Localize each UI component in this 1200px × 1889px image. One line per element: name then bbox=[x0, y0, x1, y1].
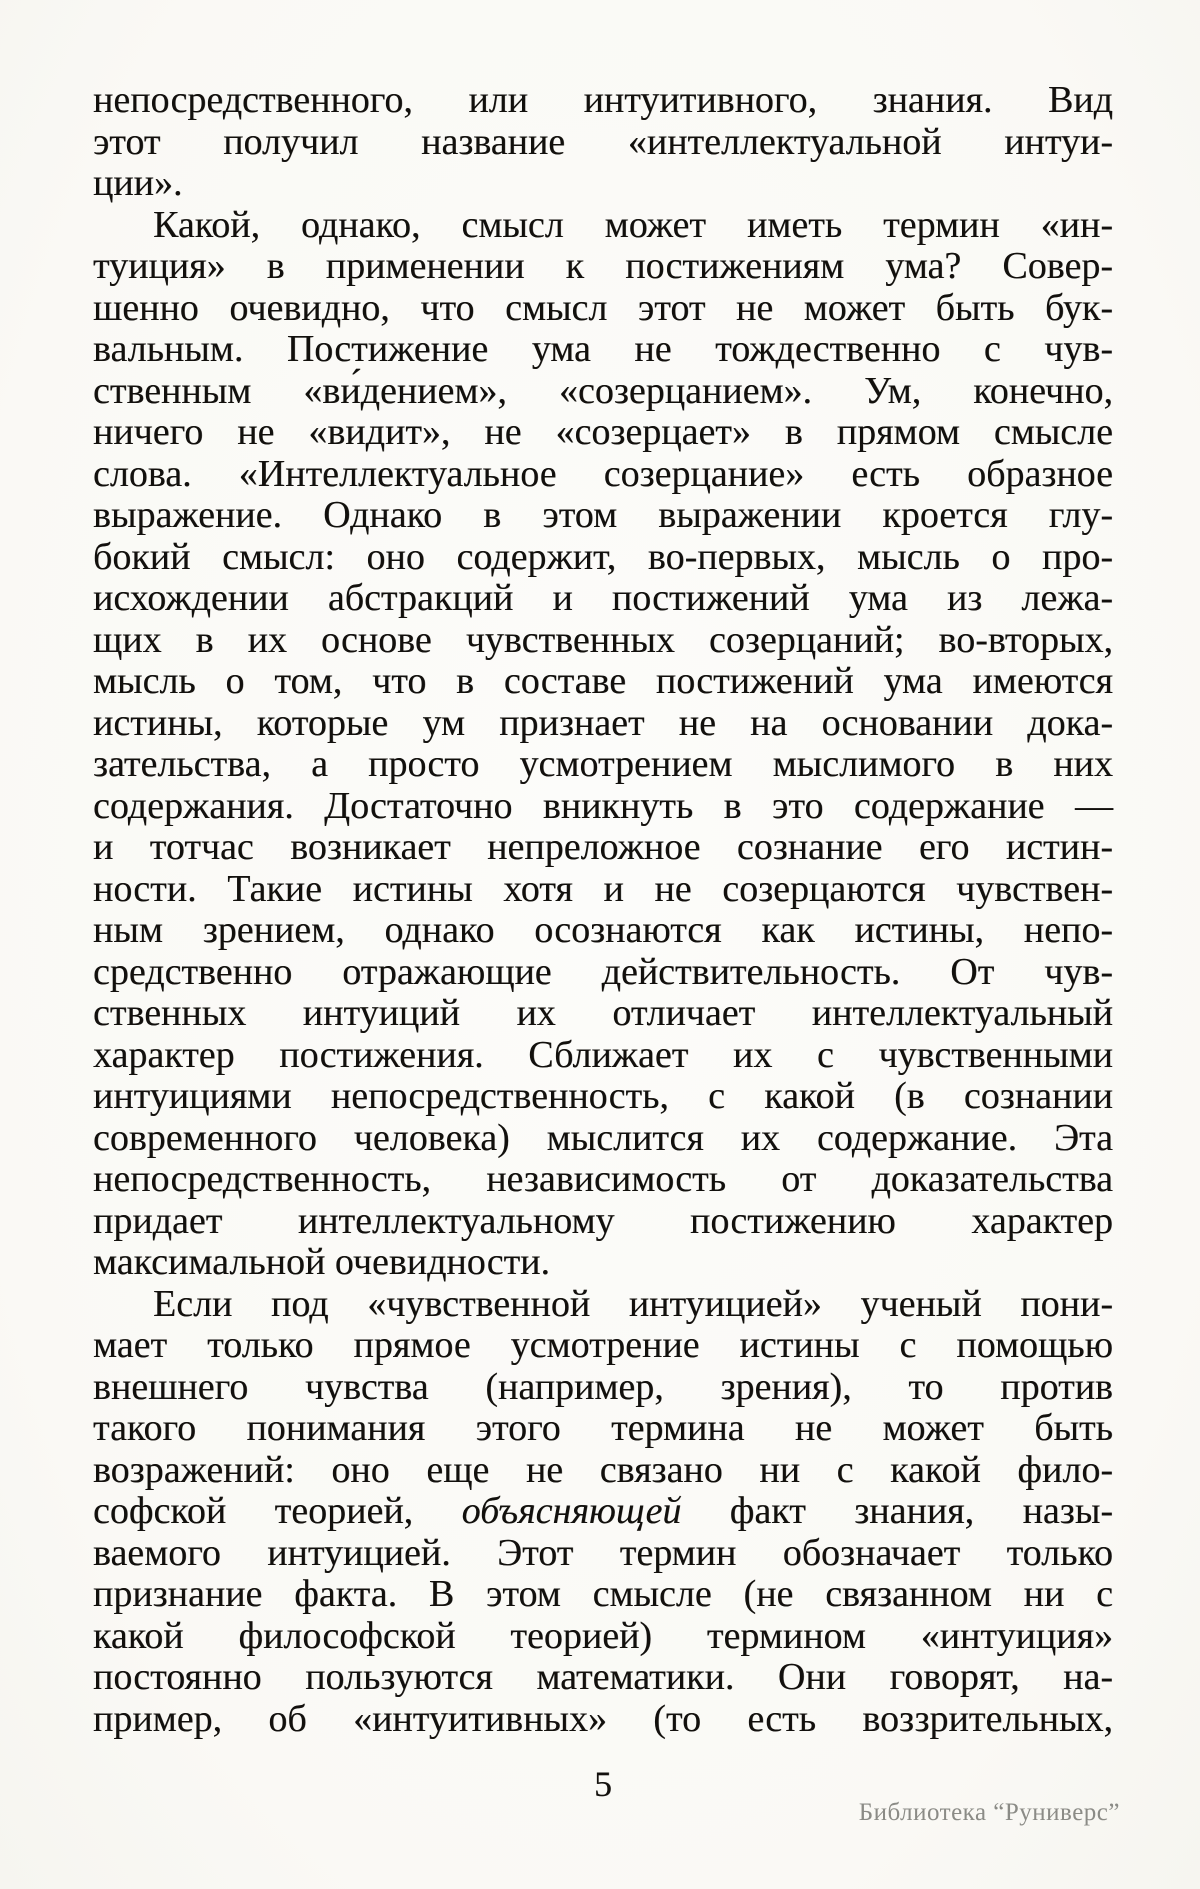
text-segment: придает интеллектуальному постижению характер bbox=[93, 1199, 1113, 1242]
text-line bbox=[93, 246, 1113, 288]
text-segment: исхождении абстракций и постижений ума из лежа- bbox=[93, 577, 1113, 619]
text-segment: бокий смысл: оно содержит, во-первых, мысль о про- bbox=[93, 535, 1113, 578]
text-line bbox=[93, 993, 1113, 1035]
text-segment: какой философской теорией) термином «интуиция» bbox=[93, 1614, 1113, 1657]
text-segment: шенно очевидно, что смысл этот не может быть бук- bbox=[93, 286, 1113, 329]
text-line bbox=[93, 1201, 1113, 1243]
text-line bbox=[93, 1367, 1113, 1409]
text-segment: факт знания, назы- bbox=[681, 1490, 1113, 1532]
text-segment: интуициями непосредственность, с какой (в сознании bbox=[93, 1075, 1113, 1117]
text-segment: Какой, однако, смысл может иметь термин «ин- bbox=[153, 203, 1113, 246]
text-segment: возражений: оно еще не связано ни с какой фило- bbox=[93, 1448, 1113, 1491]
text-segment: ственным «ви́дением», «созерцанием». Ум, конечно, bbox=[93, 369, 1113, 412]
text-line bbox=[93, 703, 1113, 745]
text-segment: ваемого интуицией. Этот термин обозначает только bbox=[93, 1531, 1113, 1574]
page-text-block bbox=[93, 80, 1113, 1740]
text-line bbox=[93, 661, 1113, 703]
text-segment: выражение. Однако в этом выражении кроется глу- bbox=[93, 494, 1113, 536]
text-segment: слова. «Интеллектуальное созерцание» есть образное bbox=[93, 452, 1113, 495]
text-segment: максимальной очевидности. bbox=[93, 1241, 551, 1283]
text-segment: такого понимания этого термина не может быть bbox=[93, 1407, 1113, 1449]
text-line bbox=[93, 1491, 1113, 1533]
text-line bbox=[93, 786, 1113, 828]
text-line bbox=[93, 1035, 1113, 1077]
italic-text: объясняющей bbox=[461, 1490, 682, 1532]
text-line bbox=[93, 371, 1113, 413]
page-number: 5 bbox=[594, 1764, 612, 1804]
text-segment: ции». bbox=[93, 162, 183, 204]
text-line bbox=[93, 1450, 1113, 1492]
text-segment: мает только прямое усмотрение истины с помощью bbox=[93, 1324, 1113, 1366]
text-segment: ственных интуиций их отличает интеллектуальный bbox=[93, 992, 1113, 1034]
text-line bbox=[93, 620, 1113, 662]
text-segment: щих в их основе чувственных созерцаний; во-вторых, bbox=[93, 618, 1113, 661]
text-line bbox=[93, 827, 1113, 869]
text-line bbox=[93, 910, 1113, 952]
text-segment: постоянно пользуются математики. Они говорят, на- bbox=[93, 1656, 1113, 1698]
text-segment: зательства, а просто усмотрением мыслимого в них bbox=[93, 743, 1113, 785]
text-line bbox=[93, 1076, 1113, 1118]
text-line bbox=[93, 869, 1113, 911]
text-segment: туиция» в применении к постижениям ума? Совер- bbox=[93, 245, 1113, 287]
text-segment: характер постижения. Сближает их с чувственными bbox=[93, 1033, 1113, 1076]
text-line bbox=[93, 1325, 1113, 1367]
text-segment: и тотчас возникает непреложное сознание его истин- bbox=[93, 826, 1113, 868]
text-segment: ности. Такие истины хотя и не созерцаются чувствен- bbox=[93, 867, 1113, 910]
text-line bbox=[93, 454, 1113, 496]
text-line bbox=[93, 1118, 1113, 1160]
text-line bbox=[93, 952, 1113, 994]
text-segment: истины, которые ум признает не на основании дока- bbox=[93, 701, 1113, 744]
text-line bbox=[93, 1616, 1113, 1658]
text-line bbox=[93, 412, 1113, 454]
text-segment: вальным. Постижение ума не тождественно с чув- bbox=[93, 328, 1113, 370]
text-line bbox=[93, 80, 1113, 122]
text-line bbox=[93, 122, 1113, 164]
text-line bbox=[93, 1242, 1113, 1284]
text-segment: содержания. Достаточно вникнуть в это содержание — bbox=[93, 784, 1113, 827]
text-line bbox=[93, 163, 1113, 205]
text-line bbox=[93, 1408, 1113, 1450]
text-line bbox=[93, 1159, 1113, 1201]
text-segment: софской теорией, bbox=[93, 1490, 462, 1532]
text-line bbox=[93, 1574, 1113, 1616]
text-line bbox=[93, 744, 1113, 786]
text-line bbox=[93, 1657, 1113, 1699]
text-line bbox=[93, 1699, 1113, 1741]
text-segment: современного человека) мыслится их содержание. Эта bbox=[93, 1116, 1113, 1159]
text-line bbox=[93, 495, 1113, 537]
text-segment: непосредственность, независимость от доказательства bbox=[93, 1158, 1113, 1200]
text-line bbox=[93, 537, 1113, 579]
text-line bbox=[93, 578, 1113, 620]
text-segment: непосредственного, или интуитивного, знания. Вид bbox=[93, 79, 1113, 121]
text-segment: мысль о том, что в составе постижений ума имеются bbox=[93, 660, 1113, 702]
text-segment: ничего не «видит», не «созерцает» в прямом смысле bbox=[93, 411, 1113, 453]
text-line bbox=[93, 329, 1113, 371]
text-segment: ным зрением, однако осознаются как истины, непо- bbox=[93, 909, 1113, 951]
text-line bbox=[93, 1533, 1113, 1575]
text-line bbox=[93, 288, 1113, 330]
text-segment: этот получил название «интеллектуальной интуи- bbox=[93, 120, 1113, 163]
text-segment: признание факта. В этом смысле (не связанном ни с bbox=[93, 1573, 1113, 1615]
text-line bbox=[93, 1284, 1113, 1326]
library-watermark: Библиотека “Руниверс” bbox=[858, 1799, 1120, 1826]
text-segment: Если под «чувственной интуицией» ученый пони- bbox=[153, 1282, 1113, 1325]
text-line bbox=[93, 205, 1113, 247]
text-segment: пример, об «интуитивных» (то есть воззрительных, bbox=[93, 1697, 1113, 1740]
text-segment: внешнего чувства (например, зрения), то против bbox=[93, 1365, 1113, 1408]
text-segment: средственно отражающие действительность. От чув- bbox=[93, 950, 1113, 993]
